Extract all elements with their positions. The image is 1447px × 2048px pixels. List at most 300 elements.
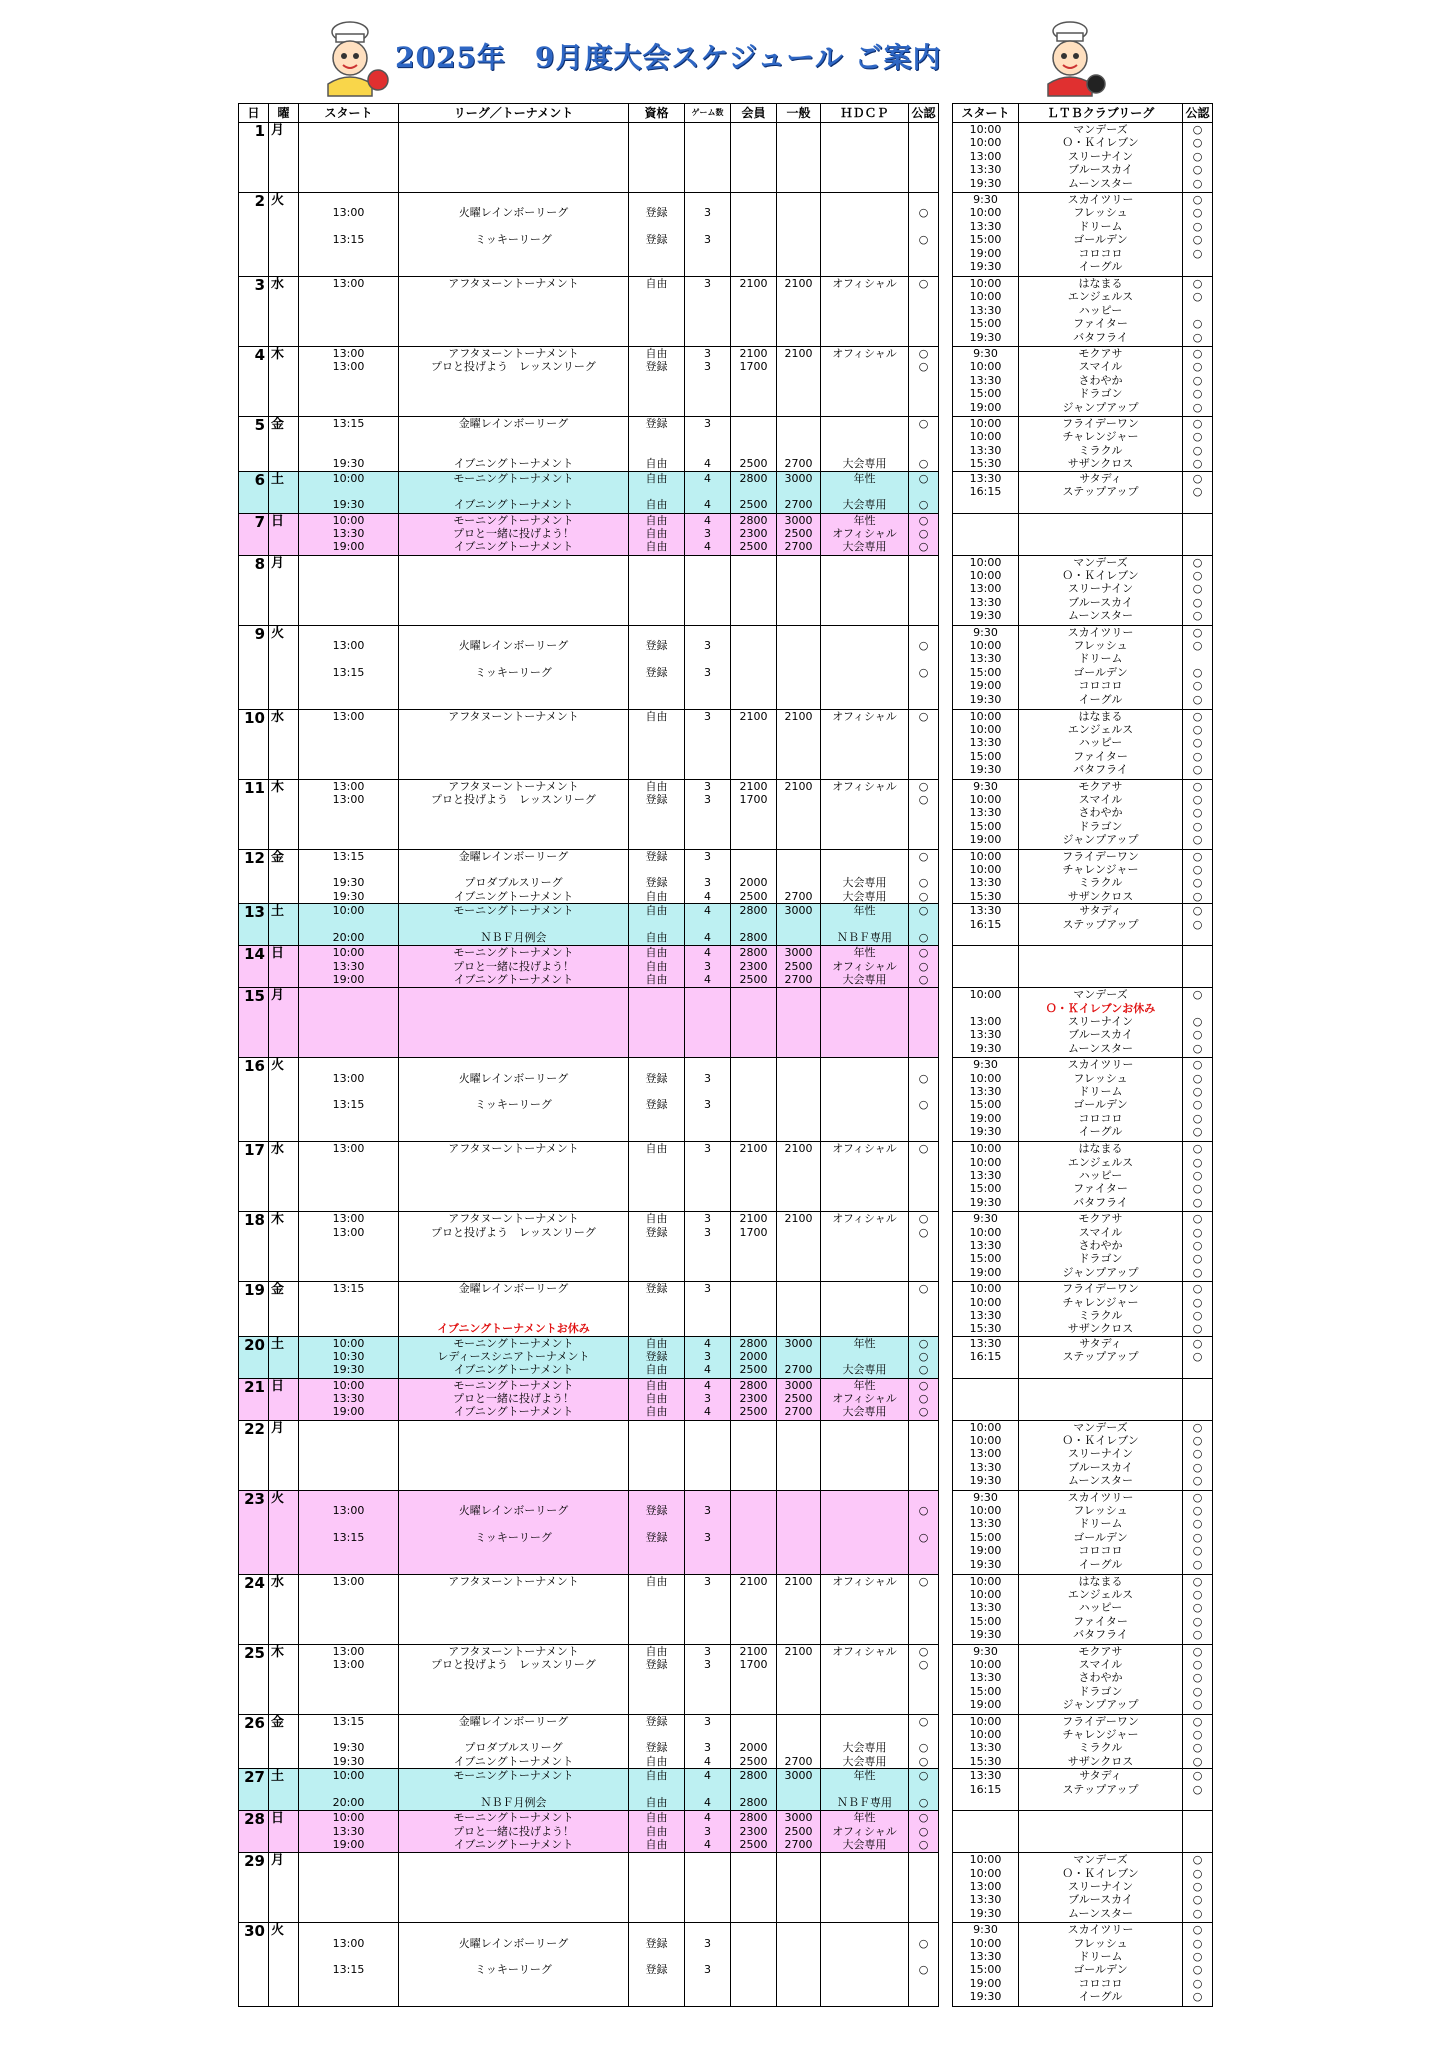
official-cell: ○ bbox=[918, 526, 929, 540]
start-cell bbox=[299, 1728, 398, 1741]
official-cell: ○ bbox=[918, 638, 929, 652]
day-row bbox=[239, 1420, 939, 1490]
day-row bbox=[239, 347, 939, 417]
ltb-league-cell: スリーナイン bbox=[1067, 1014, 1134, 1028]
ltb-start-cell: 9:30 bbox=[973, 625, 998, 639]
col-member bbox=[731, 709, 777, 779]
ltb-start-cell: 15:00 bbox=[969, 1614, 1002, 1628]
ltb-league-cell: フライデーワン bbox=[1062, 1282, 1139, 1296]
ltb-start-cell: 19:00 bbox=[969, 246, 1002, 260]
col-event bbox=[399, 555, 629, 625]
games-cell: 4 bbox=[704, 1336, 711, 1350]
col-hdcp bbox=[821, 513, 909, 555]
event-cell: モーニングトーナメント bbox=[453, 471, 574, 485]
col-ltb-start bbox=[953, 1714, 1019, 1769]
header-start: スタート bbox=[299, 104, 399, 123]
hdcp-cell: ＮＢＦ専用 bbox=[837, 1796, 892, 1810]
day-row bbox=[239, 625, 939, 709]
event-cell: アフタヌーントーナメント bbox=[448, 1574, 579, 1588]
ltb-league-cell: ドラゴン bbox=[1078, 819, 1123, 833]
hdcp-cell bbox=[821, 1085, 908, 1098]
ltb-day-row bbox=[953, 849, 1213, 904]
col-qualification bbox=[629, 1644, 685, 1714]
day-row bbox=[239, 849, 939, 904]
official-cell bbox=[909, 444, 938, 457]
general-cell bbox=[777, 1937, 820, 1950]
ltb-league-cell: コロコロ bbox=[1078, 679, 1123, 693]
games-cell bbox=[685, 1309, 730, 1322]
col-official bbox=[909, 1378, 939, 1420]
weekday: 土 bbox=[269, 1336, 299, 1378]
official-cell: ○ bbox=[918, 1350, 929, 1364]
start-cell bbox=[299, 1491, 398, 1504]
ltb-start-cell: 13:30 bbox=[969, 1741, 1002, 1755]
official-cell bbox=[909, 652, 938, 665]
hdcp-cell: 大会専用 bbox=[842, 1405, 887, 1419]
ltb-club-league-table bbox=[952, 103, 1213, 2007]
general-cell bbox=[777, 876, 820, 889]
hdcp-cell bbox=[821, 1350, 908, 1363]
day-number: 8 bbox=[239, 555, 269, 625]
official-cell: ○ bbox=[918, 1212, 929, 1226]
day-number: 22 bbox=[239, 1420, 269, 1490]
col-official bbox=[909, 1923, 939, 2007]
event-cell bbox=[399, 1085, 628, 1098]
qualification-cell bbox=[629, 1085, 684, 1098]
games-cell: 4 bbox=[704, 513, 711, 527]
weekday: 火 bbox=[269, 1490, 299, 1574]
col-ltb-league bbox=[1019, 1142, 1183, 1212]
start-cell: 10:00 bbox=[332, 946, 365, 960]
ltb-start-cell: 10:00 bbox=[969, 1155, 1002, 1169]
weekday: 日 bbox=[269, 1378, 299, 1420]
general-cell: 3000 bbox=[784, 1336, 813, 1350]
start-cell: 13:00 bbox=[332, 277, 365, 290]
ltb-start-cell: 13:30 bbox=[969, 443, 1002, 457]
ltb-official-cell: ○ bbox=[1192, 1098, 1203, 1112]
member-cell bbox=[731, 233, 776, 246]
qualification-cell: 登録 bbox=[645, 360, 668, 374]
hdcp-cell bbox=[821, 1491, 908, 1504]
col-member bbox=[731, 625, 777, 709]
official-cell: ○ bbox=[918, 665, 929, 679]
weekday: 木 bbox=[269, 779, 299, 849]
start-cell: 13:00 bbox=[332, 1225, 365, 1239]
qualification-cell: 登録 bbox=[645, 1714, 668, 1728]
official-cell: ○ bbox=[918, 1071, 929, 1085]
member-cell bbox=[731, 1085, 776, 1098]
ltb-league-cell: ゴールデン bbox=[1073, 1098, 1128, 1112]
start-cell bbox=[299, 220, 398, 233]
hdcp-cell bbox=[821, 1504, 908, 1517]
ltb-official-cell: ○ bbox=[1192, 1923, 1203, 1937]
event-cell bbox=[399, 485, 628, 498]
ltb-start-cell: 10:00 bbox=[969, 277, 1002, 290]
general-cell bbox=[777, 639, 820, 652]
col-official bbox=[909, 1714, 939, 1769]
ltb-official-cell: ○ bbox=[1192, 1728, 1203, 1742]
ltb-official-cell: ○ bbox=[1192, 149, 1203, 163]
col-ltb-official bbox=[1183, 555, 1213, 625]
ltb-start-cell: 13:30 bbox=[969, 1084, 1002, 1098]
col-ltb-league bbox=[1019, 1378, 1183, 1420]
start-cell: 13:00 bbox=[332, 792, 365, 806]
col-general bbox=[777, 193, 821, 277]
ltb-official-cell: ○ bbox=[1192, 1265, 1203, 1279]
start-cell bbox=[299, 1058, 398, 1071]
ltb-league-cell: さわやか bbox=[1078, 373, 1123, 387]
games-cell: 3 bbox=[704, 849, 711, 863]
ltb-day-row bbox=[953, 277, 1213, 347]
col-qualification bbox=[629, 709, 685, 779]
day-number: 28 bbox=[239, 1811, 269, 1853]
member-cell bbox=[731, 1517, 776, 1530]
qualification-cell bbox=[629, 1923, 684, 1936]
ltb-official-cell: ○ bbox=[1192, 1111, 1203, 1125]
event-cell: イブニングトーナメント bbox=[453, 972, 574, 986]
ltb-league-cell: ムーンスター bbox=[1068, 609, 1133, 623]
games-cell bbox=[685, 1728, 730, 1741]
col-games bbox=[685, 123, 731, 193]
ltb-official-cell: ○ bbox=[1192, 722, 1203, 736]
general-cell: 2700 bbox=[784, 457, 813, 471]
hdcp-cell: 大会専用 bbox=[842, 498, 887, 512]
ltb-league-cell: マンデーズ bbox=[1073, 123, 1128, 136]
event-cell: プロと一緒に投げよう！ bbox=[453, 1392, 574, 1406]
col-general bbox=[777, 1714, 821, 1769]
ltb-start-cell: 16:15 bbox=[969, 917, 1002, 931]
qualification-cell: 自由 bbox=[645, 779, 668, 793]
col-ltb-league bbox=[1019, 1811, 1183, 1853]
hdcp-cell bbox=[821, 1517, 908, 1530]
start-cell: 19:00 bbox=[332, 1838, 365, 1852]
ltb-official-cell: ○ bbox=[1192, 1741, 1203, 1755]
col-start bbox=[299, 555, 399, 625]
games-cell: 4 bbox=[704, 471, 711, 485]
member-cell: 2100 bbox=[739, 779, 768, 793]
ltb-start-cell: 15:00 bbox=[969, 317, 1002, 331]
games-cell bbox=[685, 863, 730, 876]
ltb-start-cell: 15:00 bbox=[969, 1530, 1002, 1544]
games-cell: 3 bbox=[704, 1350, 711, 1364]
col-event bbox=[399, 1853, 629, 1923]
start-cell: 20:00 bbox=[332, 1796, 365, 1810]
ltb-league-cell: ミラクル bbox=[1078, 1741, 1123, 1755]
ltb-start-cell bbox=[953, 1002, 1018, 1015]
games-cell: 4 bbox=[704, 889, 711, 903]
qualification-cell: 登録 bbox=[645, 665, 668, 679]
start-cell: 13:00 bbox=[332, 1142, 365, 1156]
qualification-cell: 登録 bbox=[645, 1071, 668, 1085]
weekday: 月 bbox=[269, 1420, 299, 1490]
col-ltb-league bbox=[1019, 1923, 1183, 2007]
general-cell: 2100 bbox=[784, 1212, 813, 1226]
ltb-official-cell: ○ bbox=[1192, 163, 1203, 177]
ltb-start-cell: 10:00 bbox=[969, 722, 1002, 736]
ltb-start-cell: 10:00 bbox=[969, 1853, 1002, 1867]
start-cell: 13:30 bbox=[332, 1824, 365, 1838]
hdcp-cell bbox=[821, 1309, 908, 1322]
col-member bbox=[731, 1811, 777, 1853]
schedule-header-row bbox=[239, 104, 939, 123]
general-cell bbox=[777, 1531, 820, 1544]
ltb-start-cell: 10:00 bbox=[969, 1574, 1002, 1588]
col-member bbox=[731, 471, 777, 513]
ltb-day-row bbox=[953, 417, 1213, 472]
qualification-cell: 登録 bbox=[645, 1741, 668, 1755]
start-cell bbox=[299, 918, 398, 931]
member-cell bbox=[731, 1309, 776, 1322]
official-cell bbox=[909, 193, 938, 206]
official-cell: ○ bbox=[918, 1392, 929, 1406]
day-number: 30 bbox=[239, 1923, 269, 2007]
start-cell: 19:30 bbox=[332, 457, 365, 471]
ltb-start-cell: 19:30 bbox=[969, 692, 1002, 706]
day-number: 9 bbox=[239, 625, 269, 709]
ltb-league-cell: ジャンプアップ bbox=[1062, 400, 1139, 414]
ltb-league-cell: スマイル bbox=[1078, 1658, 1123, 1672]
ltb-official-cell bbox=[1183, 1002, 1212, 1015]
qualification-cell bbox=[629, 220, 684, 233]
ltb-league-cell: フライデーワン bbox=[1062, 1714, 1139, 1728]
col-member bbox=[731, 1212, 777, 1282]
day-row bbox=[239, 709, 939, 779]
ltb-league-cell: スリーナイン bbox=[1067, 1447, 1134, 1461]
col-official bbox=[909, 988, 939, 1058]
ltb-start-cell: 13:30 bbox=[969, 1460, 1002, 1474]
ltb-league-cell: コロコロ bbox=[1078, 1544, 1123, 1558]
games-cell: 3 bbox=[704, 1225, 711, 1239]
general-cell bbox=[777, 626, 820, 639]
col-general bbox=[777, 277, 821, 347]
col-games bbox=[685, 1811, 731, 1853]
ltb-league-cell: サザンクロス bbox=[1067, 1322, 1134, 1336]
general-cell: 2700 bbox=[784, 1405, 813, 1419]
col-ltb-league bbox=[1019, 1490, 1183, 1574]
ltb-league-cell: ミラクル bbox=[1078, 876, 1123, 890]
day-number: 1 bbox=[239, 123, 269, 193]
hdcp-cell: 年性 bbox=[853, 1378, 876, 1392]
weekday: 水 bbox=[269, 709, 299, 779]
ltb-league-cell: フレッシュ bbox=[1073, 1936, 1128, 1950]
col-official bbox=[909, 1212, 939, 1282]
official-cell: ○ bbox=[918, 959, 929, 973]
ltb-day-row bbox=[953, 193, 1213, 277]
games-cell bbox=[685, 430, 730, 443]
ltb-official-cell: ○ bbox=[1192, 360, 1203, 374]
day-row bbox=[239, 988, 939, 1058]
qualification-cell: 登録 bbox=[645, 638, 668, 652]
ltb-official-cell: ○ bbox=[1192, 1336, 1203, 1350]
ltb-official-cell: ○ bbox=[1192, 806, 1203, 820]
ltb-start-cell: 19:30 bbox=[969, 1474, 1002, 1488]
col-ltb-league bbox=[1019, 1644, 1183, 1714]
qualification-cell bbox=[629, 1517, 684, 1530]
ltb-official-cell: ○ bbox=[1192, 417, 1203, 430]
col-start bbox=[299, 471, 399, 513]
col-hdcp bbox=[821, 1853, 909, 1923]
day-row bbox=[239, 513, 939, 555]
games-cell: 3 bbox=[704, 665, 711, 679]
event-cell: アフタヌーントーナメント bbox=[448, 1142, 579, 1156]
ltb-start-cell: 19:00 bbox=[969, 1976, 1002, 1990]
event-cell: モーニングトーナメント bbox=[453, 946, 574, 960]
ltb-day-row bbox=[953, 1420, 1213, 1490]
general-cell bbox=[777, 1715, 820, 1728]
official-cell: ○ bbox=[918, 1282, 929, 1296]
hdcp-cell: オフィシャル bbox=[832, 1824, 897, 1838]
col-start bbox=[299, 193, 399, 277]
col-general bbox=[777, 1212, 821, 1282]
day-number: 10 bbox=[239, 709, 269, 779]
ltb-start-cell: 13:30 bbox=[969, 1769, 1002, 1783]
ltb-official-cell bbox=[1183, 304, 1212, 317]
tournament-schedule-table bbox=[238, 103, 939, 2007]
day-number: 19 bbox=[239, 1282, 269, 1337]
event-cell: プロと投げよう レッスンリーグ bbox=[431, 360, 596, 374]
general-cell: 3000 bbox=[784, 1769, 813, 1783]
member-cell bbox=[731, 1531, 776, 1544]
col-event bbox=[399, 1058, 629, 1142]
member-cell: 2500 bbox=[739, 1363, 768, 1377]
col-member bbox=[731, 904, 777, 946]
weekday: 水 bbox=[269, 1142, 299, 1212]
hdcp-cell: オフィシャル bbox=[832, 779, 897, 793]
col-member bbox=[731, 347, 777, 417]
ltb-league-cell: はなまる bbox=[1078, 1142, 1123, 1156]
ltb-day-row bbox=[953, 1490, 1213, 1574]
col-official bbox=[909, 193, 939, 277]
event-cell bbox=[399, 1950, 628, 1963]
event-cell: 金曜レインボーリーグ bbox=[458, 1282, 569, 1296]
event-cell: アフタヌーントーナメント bbox=[448, 277, 579, 290]
col-ltb-official bbox=[1183, 779, 1213, 849]
ltb-start-cell: 16:15 bbox=[969, 1782, 1002, 1796]
ltb-official-cell: ○ bbox=[1192, 1853, 1203, 1867]
col-event bbox=[399, 779, 629, 849]
col-ltb-start bbox=[953, 1574, 1019, 1644]
col-event bbox=[399, 347, 629, 417]
col-qualification bbox=[629, 277, 685, 347]
col-event bbox=[399, 849, 629, 904]
ltb-official-cell: ○ bbox=[1192, 709, 1203, 723]
col-event bbox=[399, 513, 629, 555]
col-games bbox=[685, 1714, 731, 1769]
start-cell: 10:00 bbox=[332, 1769, 365, 1783]
start-cell: 10:00 bbox=[332, 1378, 365, 1392]
ltb-start-cell: 13:30 bbox=[969, 471, 1002, 485]
hdcp-cell: 年性 bbox=[853, 1336, 876, 1350]
ltb-official-cell: ○ bbox=[1192, 1963, 1203, 1977]
qualification-cell: 自由 bbox=[645, 1336, 668, 1350]
ltb-league-cell: Ｏ・Ｋイレブン bbox=[1062, 568, 1139, 582]
ltb-league-cell: サタディ bbox=[1079, 904, 1122, 918]
day-row bbox=[239, 123, 939, 193]
col-ltb-start bbox=[953, 555, 1019, 625]
col-hdcp bbox=[821, 347, 909, 417]
col-event bbox=[399, 1714, 629, 1769]
col-official bbox=[909, 1336, 939, 1378]
qualification-cell: 自由 bbox=[645, 1405, 668, 1419]
ltb-start-cell: 13:30 bbox=[969, 163, 1002, 177]
col-ltb-league bbox=[1019, 709, 1183, 779]
qualification-cell: 登録 bbox=[645, 1530, 668, 1544]
official-cell bbox=[909, 220, 938, 233]
hdcp-cell bbox=[821, 639, 908, 652]
day-row bbox=[239, 471, 939, 513]
official-cell: ○ bbox=[918, 1811, 929, 1825]
official-cell: ○ bbox=[918, 849, 929, 863]
ltb-official-cell bbox=[1183, 260, 1212, 273]
official-cell bbox=[909, 485, 938, 498]
general-cell bbox=[777, 1517, 820, 1530]
member-cell: 2800 bbox=[739, 930, 768, 944]
col-start bbox=[299, 946, 399, 988]
col-member bbox=[731, 1336, 777, 1378]
col-qualification bbox=[629, 1490, 685, 1574]
weekday: 土 bbox=[269, 1769, 299, 1811]
event-cell: プロダブルスリーグ bbox=[464, 1741, 563, 1755]
general-cell bbox=[777, 220, 820, 233]
ltb-league-cell: イーグル bbox=[1078, 259, 1123, 273]
hdcp-cell: オフィシャル bbox=[832, 1392, 897, 1406]
ltb-league-cell: ファイター bbox=[1073, 1182, 1128, 1196]
ltb-league-cell: ゴールデン bbox=[1073, 1963, 1128, 1977]
day-row bbox=[239, 904, 939, 946]
weekday: 日 bbox=[269, 1811, 299, 1853]
event-cell: プロと投げよう レッスンリーグ bbox=[431, 792, 596, 806]
start-cell: 13:15 bbox=[332, 1282, 365, 1296]
hdcp-cell: オフィシャル bbox=[832, 959, 897, 973]
col-start bbox=[299, 849, 399, 904]
col-event bbox=[399, 1378, 629, 1420]
event-cell bbox=[399, 444, 628, 457]
ltb-league-cell: ドリーム bbox=[1078, 1084, 1123, 1098]
ltb-league-cell: はなまる bbox=[1078, 277, 1123, 290]
day-row bbox=[239, 1574, 939, 1644]
col-official bbox=[909, 277, 939, 347]
ltb-official-cell: ○ bbox=[1192, 1447, 1203, 1461]
weekday: 月 bbox=[269, 555, 299, 625]
ltb-league-cell: Ｏ・Ｋイレブン bbox=[1062, 1866, 1139, 1880]
header-event: リーグ／トーナメント bbox=[399, 104, 629, 123]
ltb-league-cell: スカイツリー bbox=[1067, 1058, 1134, 1072]
event-cell: プロと一緒に投げよう！ bbox=[453, 1824, 574, 1838]
hdcp-cell bbox=[821, 1658, 908, 1671]
col-ltb-league bbox=[1019, 417, 1183, 472]
ltb-official-cell: ○ bbox=[1192, 246, 1203, 260]
day-number: 16 bbox=[239, 1058, 269, 1142]
ltb-league-cell: ドリーム bbox=[1078, 219, 1123, 233]
col-ltb-start bbox=[953, 1336, 1019, 1378]
qualification-cell: 登録 bbox=[645, 876, 668, 890]
hdcp-cell bbox=[821, 444, 908, 457]
general-cell bbox=[777, 1350, 820, 1363]
day-row bbox=[239, 1644, 939, 1714]
col-official bbox=[909, 625, 939, 709]
day-number: 27 bbox=[239, 1769, 269, 1811]
ltb-day-row bbox=[953, 1336, 1213, 1378]
official-cell: ○ bbox=[918, 1405, 929, 1419]
col-hdcp bbox=[821, 123, 909, 193]
day-number: 18 bbox=[239, 1212, 269, 1282]
member-cell: 2500 bbox=[739, 972, 768, 986]
games-cell: 3 bbox=[704, 959, 711, 973]
start-cell: 10:30 bbox=[332, 1350, 365, 1364]
col-general bbox=[777, 1420, 821, 1490]
ltb-official-cell: ○ bbox=[1192, 889, 1203, 903]
general-cell: 2500 bbox=[784, 1824, 813, 1838]
